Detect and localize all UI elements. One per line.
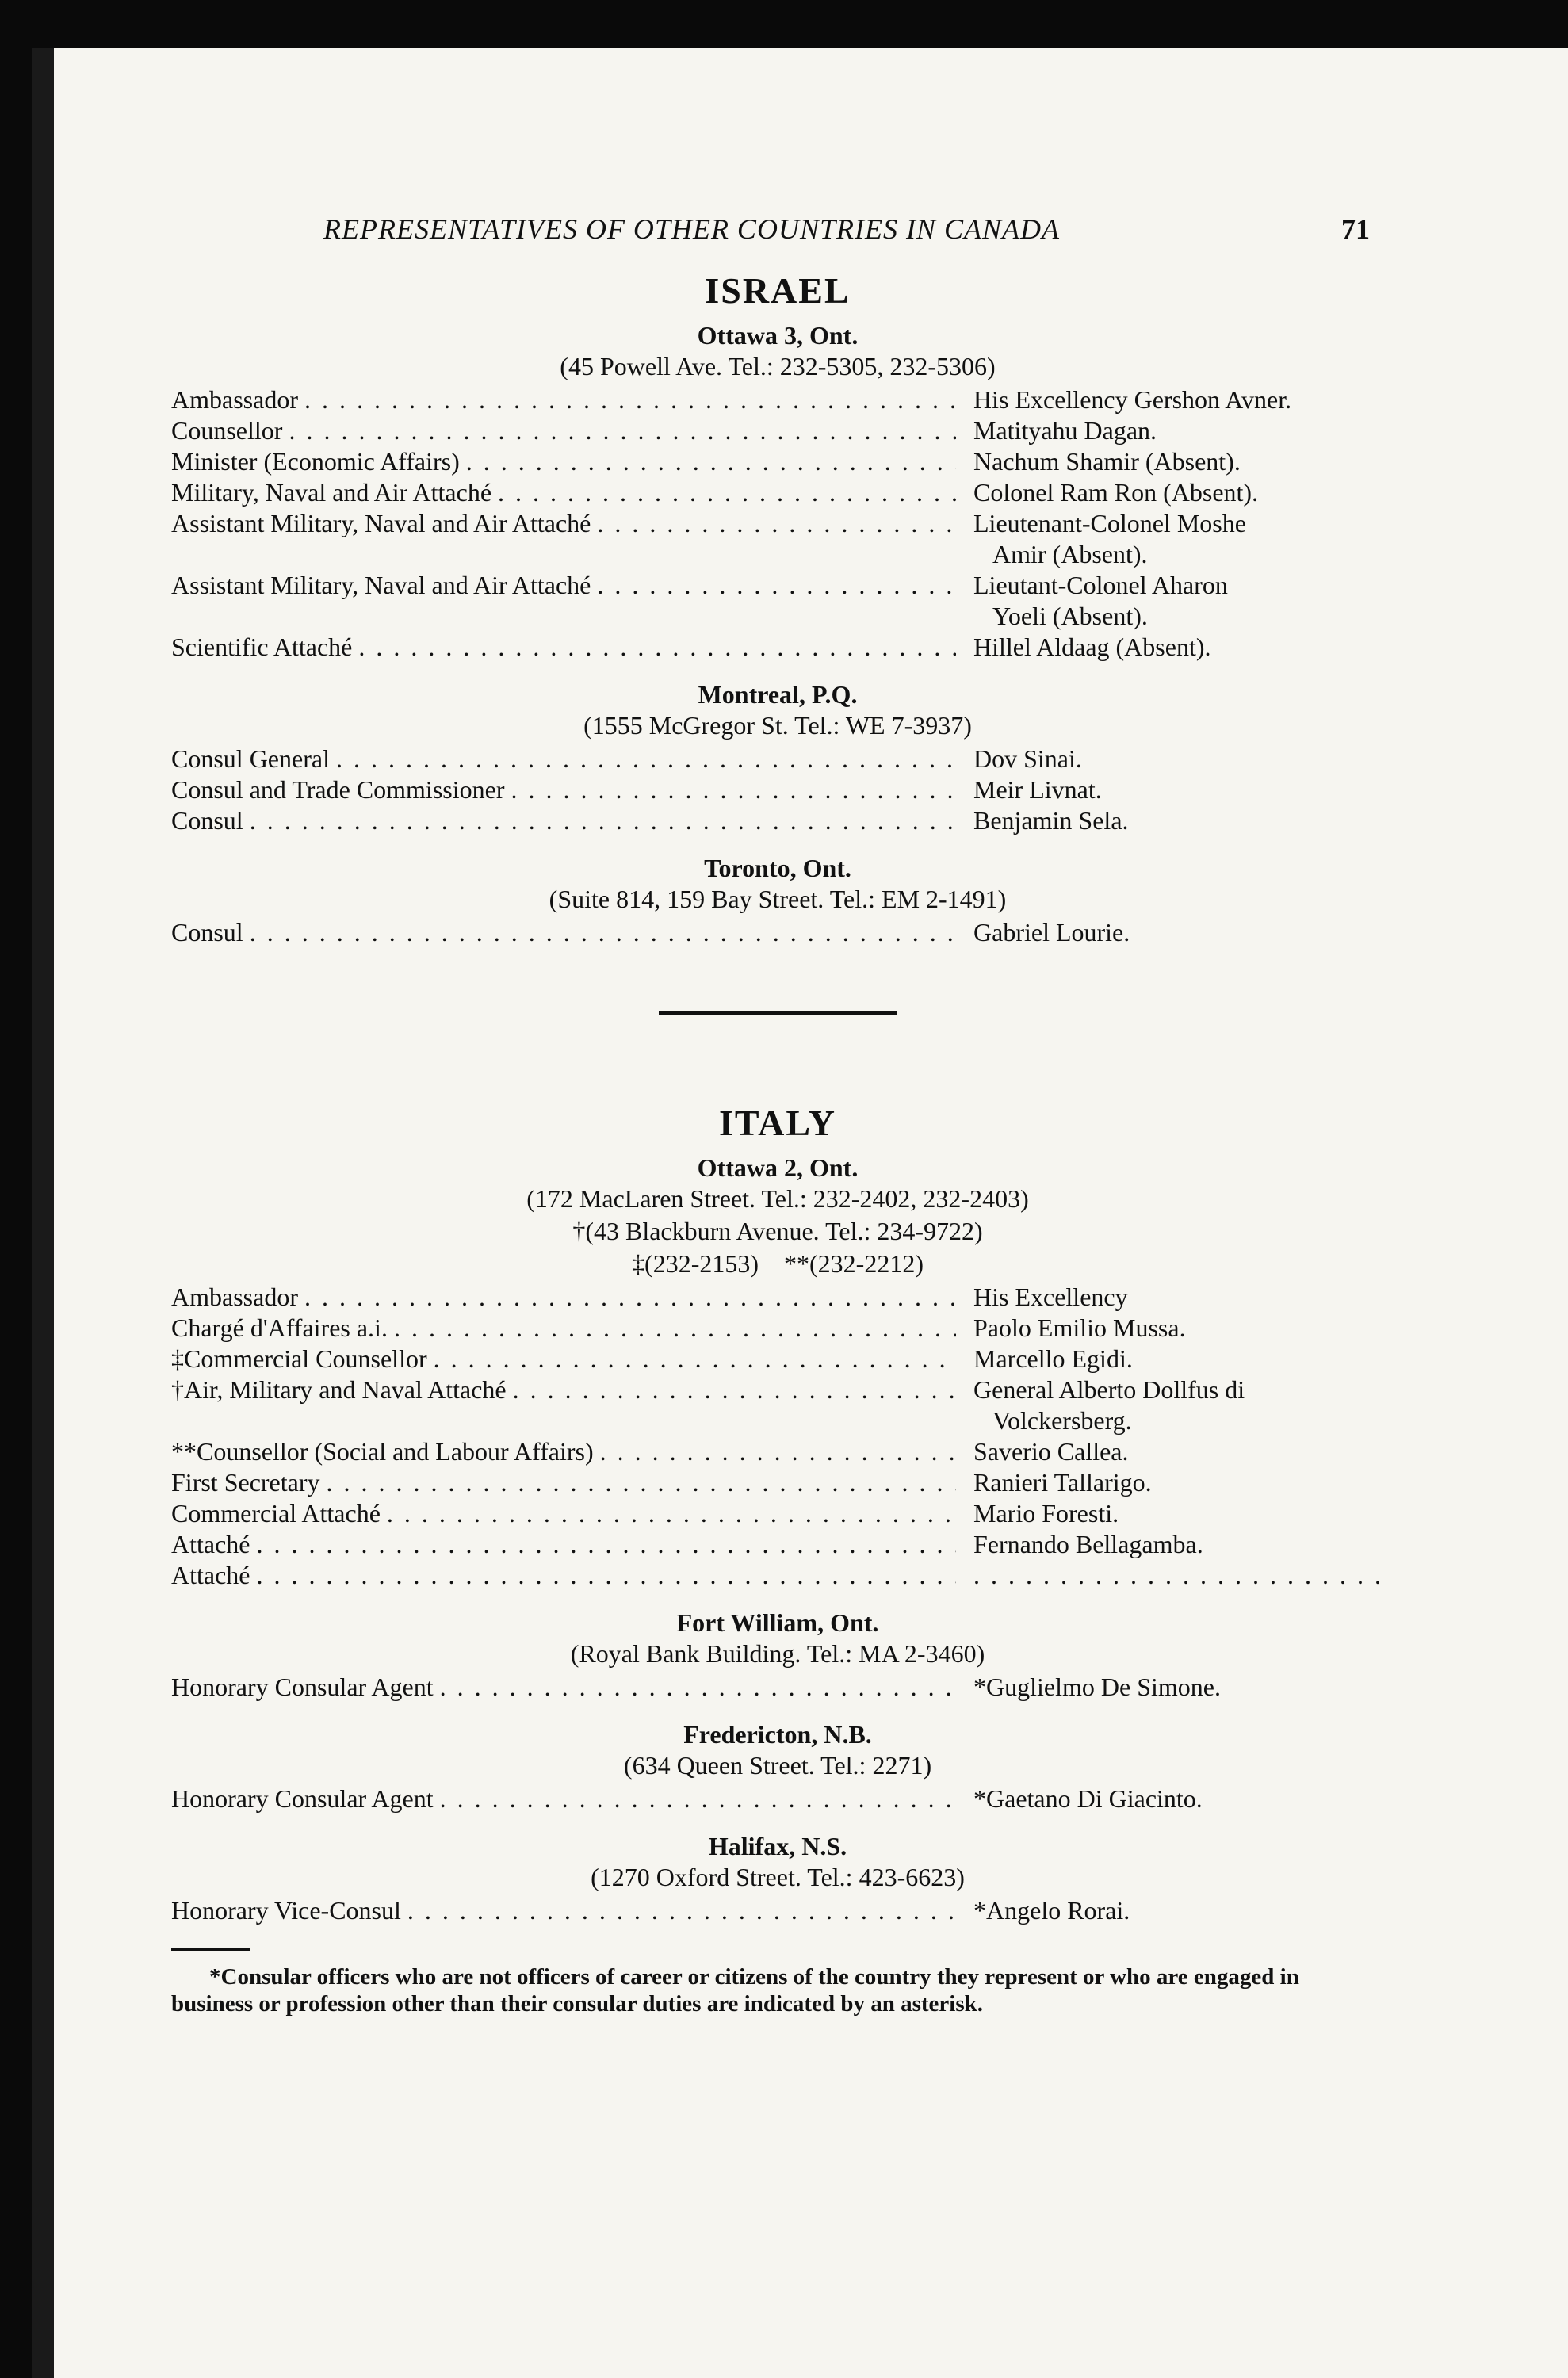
address-line: (1555 McGregor St. Tel.: WE 7-3937): [583, 711, 972, 740]
leader-dots: [1136, 1282, 1384, 1313]
list-item: [171, 477, 1384, 508]
leader-dots: [257, 1529, 957, 1560]
list-item: [171, 1560, 1384, 1591]
page: [32, 48, 1568, 2378]
list-item: [171, 446, 1384, 477]
leader-dots: [597, 570, 956, 632]
leader-dots: [511, 774, 956, 805]
leader-dots: [498, 477, 956, 508]
person-name: Colonel Ram Ron (Absent).: [973, 478, 1259, 507]
leader-dots: [440, 1672, 956, 1703]
city-heading: Ottawa 2, Ont.: [697, 1153, 859, 1182]
leader-dots: [336, 744, 956, 774]
address-line: †(43 Blackburn Avenue. Tel.: 234-9722): [572, 1217, 983, 1245]
position-label: Ambassador: [171, 1283, 298, 1311]
content: [171, 270, 1384, 2017]
address-line: (172 MacLaren Street. Tel.: 232-2402, 232-2403): [526, 1184, 1029, 1213]
list-item: [171, 1672, 1384, 1703]
list-item: [171, 1467, 1384, 1498]
person-name: Marcello Egidi.: [973, 1344, 1133, 1373]
person-name: General Alberto Dollfus di: [973, 1375, 1245, 1404]
leader-dots: [304, 1282, 956, 1313]
position-label: Attaché: [171, 1561, 250, 1589]
list-item: [171, 1784, 1384, 1814]
position-label: Minister (Economic Affairs): [171, 447, 460, 476]
person-name: Hillel Aldaag (Absent).: [973, 633, 1211, 661]
footnote-rule: [171, 1948, 250, 1951]
country-heading-italy: ITALY: [718, 1103, 837, 1143]
person-name: *Guglielmo De Simone.: [973, 1673, 1221, 1701]
leader-dots: [407, 1895, 956, 1926]
country-heading-israel: ISRAEL: [705, 270, 851, 311]
list-item: [171, 415, 1384, 446]
city-heading: Fredericton, N.B.: [683, 1720, 872, 1749]
leader-dots: [304, 384, 956, 415]
running-head: [212, 212, 1402, 246]
leader-dots: [513, 1374, 956, 1436]
position-label: Scientific Attaché: [171, 633, 353, 661]
address-line: ‡(232-2153) **(232-2212): [632, 1249, 924, 1278]
city-heading: Fort William, Ont.: [676, 1608, 879, 1637]
position-label: Attaché: [171, 1530, 250, 1558]
vacant-name-dots: [956, 1560, 1384, 1591]
leader-dots: [394, 1313, 956, 1344]
address-line: (1270 Oxford Street. Tel.: 423-6623): [591, 1863, 965, 1891]
list-item: [171, 384, 1384, 415]
list-item: [171, 1436, 1384, 1467]
list-item: [171, 744, 1384, 774]
person-name: Lieutant-Colonel Aharon: [973, 571, 1228, 599]
position-label: Consul: [171, 918, 243, 946]
list-item: [171, 570, 1384, 632]
position-label: Honorary Consular Agent: [171, 1784, 434, 1813]
person-name: Gabriel Lourie.: [973, 918, 1130, 946]
list-item: [171, 1895, 1384, 1926]
leader-dots: [600, 1436, 956, 1467]
running-title: REPRESENTATIVES OF OTHER COUNTRIES IN CANADA: [323, 213, 1060, 245]
person-name-continued: Amir (Absent).: [992, 540, 1148, 568]
person-name: Saverio Callea.: [973, 1437, 1129, 1466]
page-number: 71: [1341, 213, 1370, 245]
position-label: Consul and Trade Commissioner: [171, 775, 505, 804]
person-name-continued: Volckersberg.: [992, 1406, 1132, 1435]
person-name: *Angelo Rorai.: [973, 1896, 1130, 1925]
list-item: [171, 1529, 1384, 1560]
list-item: [171, 1344, 1384, 1374]
leader-dots: [289, 415, 956, 446]
list-item: [171, 805, 1384, 836]
list-item: [171, 1313, 1384, 1344]
position-label: Chargé d'Affaires a.i.: [171, 1313, 388, 1342]
person-name: Dov Sinai.: [973, 744, 1082, 773]
list-item: [171, 1374, 1384, 1436]
person-name: Lieutenant-Colonel Moshe: [973, 509, 1246, 537]
person-name: Nachum Shamir (Absent).: [973, 447, 1241, 476]
leader-dots: [257, 1560, 957, 1591]
position-label: Commercial Attaché: [171, 1499, 381, 1527]
position-label: First Secretary: [171, 1468, 320, 1497]
leader-dots: [327, 1467, 957, 1498]
position-label: Honorary Vice-Consul: [171, 1896, 401, 1925]
city-heading: Ottawa 3, Ont.: [697, 321, 859, 350]
leader-dots: [358, 632, 956, 663]
leader-dots: [440, 1784, 956, 1814]
position-label: Assistant Military, Naval and Air Attaché: [171, 509, 591, 537]
person-name: His Excellency Gershon Avner.: [973, 385, 1292, 414]
person-name: His Excellency: [973, 1283, 1128, 1311]
address-line: (634 Queen Street. Tel.: 2271): [623, 1751, 932, 1780]
leader-dots: [387, 1498, 956, 1529]
person-name: Ranieri Tallarigo.: [973, 1468, 1152, 1497]
position-label: ‡Commercial Counsellor: [171, 1344, 427, 1373]
section-divider: [659, 1011, 897, 1015]
list-item: [171, 1498, 1384, 1529]
person-name: Paolo Emilio Mussa.: [973, 1313, 1186, 1342]
city-heading: Halifax, N.S.: [708, 1832, 847, 1860]
city-heading: Toronto, Ont.: [704, 854, 851, 882]
person-name: Benjamin Sela.: [973, 806, 1129, 835]
address-line: (Royal Bank Building. Tel.: MA 2-3460): [570, 1639, 985, 1668]
position-label: Consul: [171, 806, 243, 835]
position-label: Counsellor: [171, 416, 283, 445]
leader-dots: [597, 508, 956, 570]
city-heading: Montreal, P.Q.: [698, 680, 858, 709]
position-label: Military, Naval and Air Attaché: [171, 478, 492, 507]
position-label: Assistant Military, Naval and Air Attaché: [171, 571, 591, 599]
leader-dots: [434, 1344, 956, 1374]
address-line: (45 Powell Ave. Tel.: 232-5305, 232-5306): [560, 352, 996, 380]
position-label: **Counsellor (Social and Labour Affairs): [171, 1437, 594, 1466]
footnote: *Consular officers who are not officers of career or citizens of the country they represent or who are engaged in business or profession other than their consular duties are indicated by an asterisk.: [171, 1964, 1299, 2017]
list-item: [171, 774, 1384, 805]
person-name: Meir Livnat.: [973, 775, 1102, 804]
list-item: [171, 508, 1384, 570]
position-label: Consul General: [171, 744, 330, 773]
leader-dots: [466, 446, 956, 477]
leader-dots: [250, 917, 956, 948]
position-label: †Air, Military and Naval Attaché: [171, 1375, 507, 1404]
leader-dots: [250, 805, 956, 836]
person-name: *Gaetano Di Giacinto.: [973, 1784, 1203, 1813]
list-item: [171, 917, 1384, 948]
person-name: Matityahu Dagan.: [973, 416, 1157, 445]
address-line: (Suite 814, 159 Bay Street. Tel.: EM 2-1491): [549, 885, 1007, 913]
list-item: [171, 632, 1384, 663]
person-name-continued: Yoeli (Absent).: [992, 602, 1148, 630]
list-item: [171, 1282, 1384, 1313]
person-name: Mario Foresti.: [973, 1499, 1119, 1527]
person-name: Fernando Bellagamba.: [973, 1530, 1203, 1558]
position-label: Ambassador: [171, 385, 298, 414]
position-label: Honorary Consular Agent: [171, 1673, 434, 1701]
